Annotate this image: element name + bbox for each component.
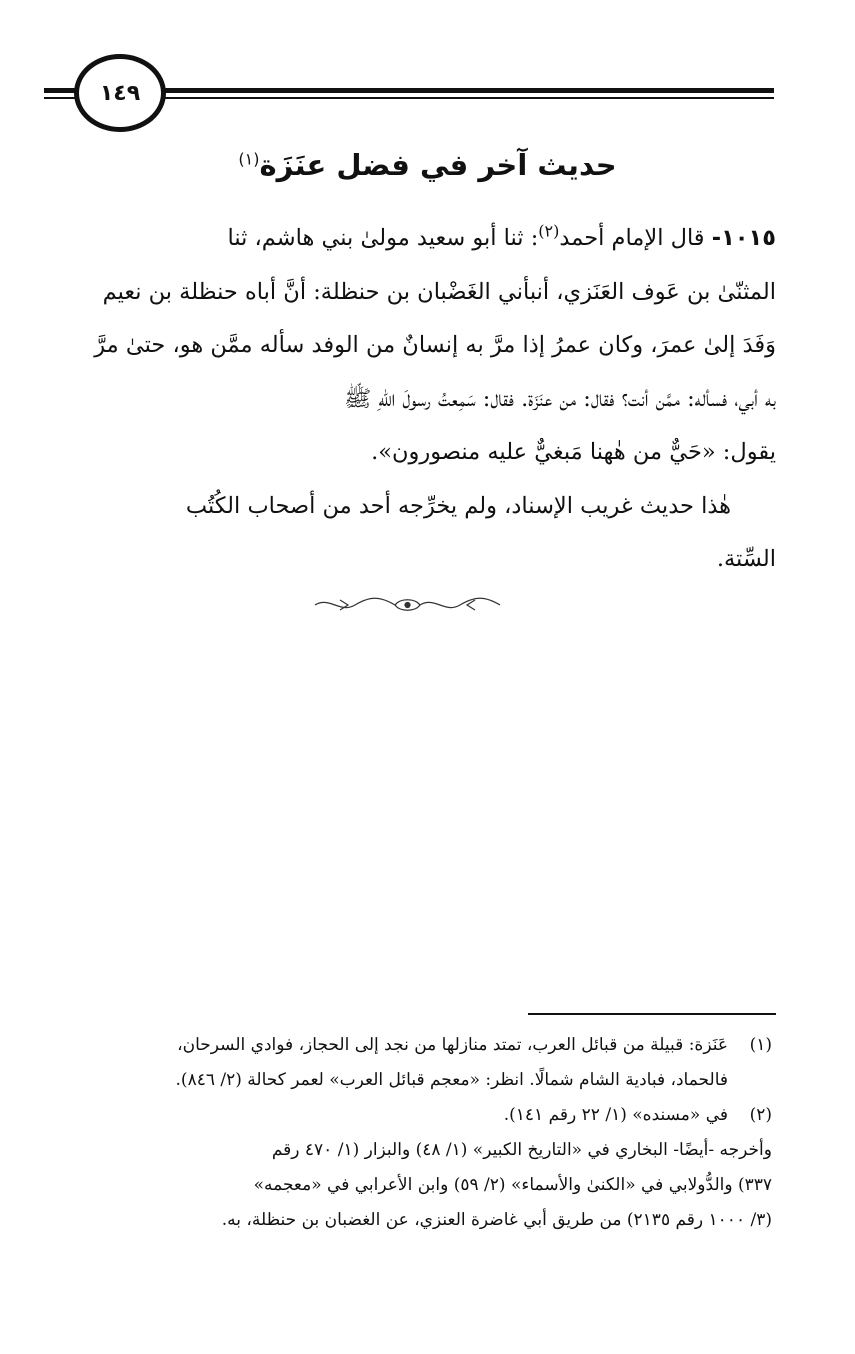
commentary-line-1: هٰذا حديث غريب الإسناد، ولم يخرِّجه أحد من أصحاب الكُتُب <box>185 492 731 519</box>
footnote-1 <box>44 1028 772 1098</box>
hadith-footnote-ref: (٢) <box>538 221 560 241</box>
footnote-1-line-1: عَنَزة: قبيلة من قبائل العرب، تمتد منازلها من نجد إلى الحجاز، فوادي السرحان، <box>177 1035 728 1055</box>
footnote-2-mark: (٢) <box>749 1105 772 1125</box>
hadith-line-5: يقول: «حَيٌّ من هٰهنا مَبغيٌّ عليه منصورون». <box>371 439 776 465</box>
section-title-text: حديث آخر في فضل عنَزَة <box>259 148 617 182</box>
ornament-divider <box>310 594 505 616</box>
hadith-line-4: به أبي، فسأله: ممَّن أنت؟ فقال: من عنَزَة. فقال: سَمِعتُ رسولَ اللهِ ﷺ <box>344 385 776 412</box>
footnote-2-line-4: (٣/ ١٠٠٠ رقم ٢١٣٥) من طريق أبي غاضرة العنزي، عن الغضبان بن حنظلة، به. <box>221 1210 772 1230</box>
section-title <box>0 148 855 182</box>
footnote-1-line-2: فالحماد، فبادية الشام شمالًا. انظر: «معجم قبائل العرب» لعمر كحالة (٢/ ٨٤٦). <box>175 1070 728 1090</box>
hadith-line-1 <box>48 212 776 266</box>
hadith-line-3: وَفَدَ إلىٰ عمرَ، وكان عمرُ إذا مرَّ به إنسانٌ من الوفد سأله ممَّن هو، حتىٰ مرَّ <box>94 332 776 358</box>
hadith-line-2: المثنّىٰ بن عَوف العَنَزي، أنبأني الغَضْبان بن حنظلة: أنَّ أباه حنظلة بن نعيم <box>102 278 776 305</box>
page-number: ١٤٩ <box>99 80 141 106</box>
main-text <box>48 212 776 587</box>
commentary-line-2: السِّتة. <box>716 546 776 572</box>
hadith-line-1a: قال الإمام أحمد <box>559 225 705 251</box>
footnote-2-line-3: ٣٣٧) والدُّولابي في «الكنىٰ والأسماء» (٢/ ٥٩) وابن الأعرابي في «معجمه» <box>253 1175 772 1195</box>
footnotes <box>44 1028 772 1238</box>
footnote-separator <box>528 1013 776 1015</box>
page-number-frame <box>74 54 166 132</box>
hadith-number: ١٠١٥- <box>711 225 776 251</box>
footnote-2-line-1: في «مسنده» (١/ ٢٢ رقم ١٤١). <box>503 1105 728 1125</box>
footnote-1-mark: (١) <box>749 1035 772 1055</box>
hadith-line-1b: : ثنا أبو سعيد مولىٰ بني هاشم، ثنا <box>227 225 539 251</box>
page-header <box>44 52 774 144</box>
title-footnote-ref: (١) <box>238 149 260 169</box>
footnote-2-line-2: وأخرجه -أيضًا- البخاري في «التاريخ الكبير» (١/ ٤٨) والبزار (١/ ٤٧٠ رقم <box>271 1140 772 1160</box>
footnote-2 <box>44 1098 772 1133</box>
